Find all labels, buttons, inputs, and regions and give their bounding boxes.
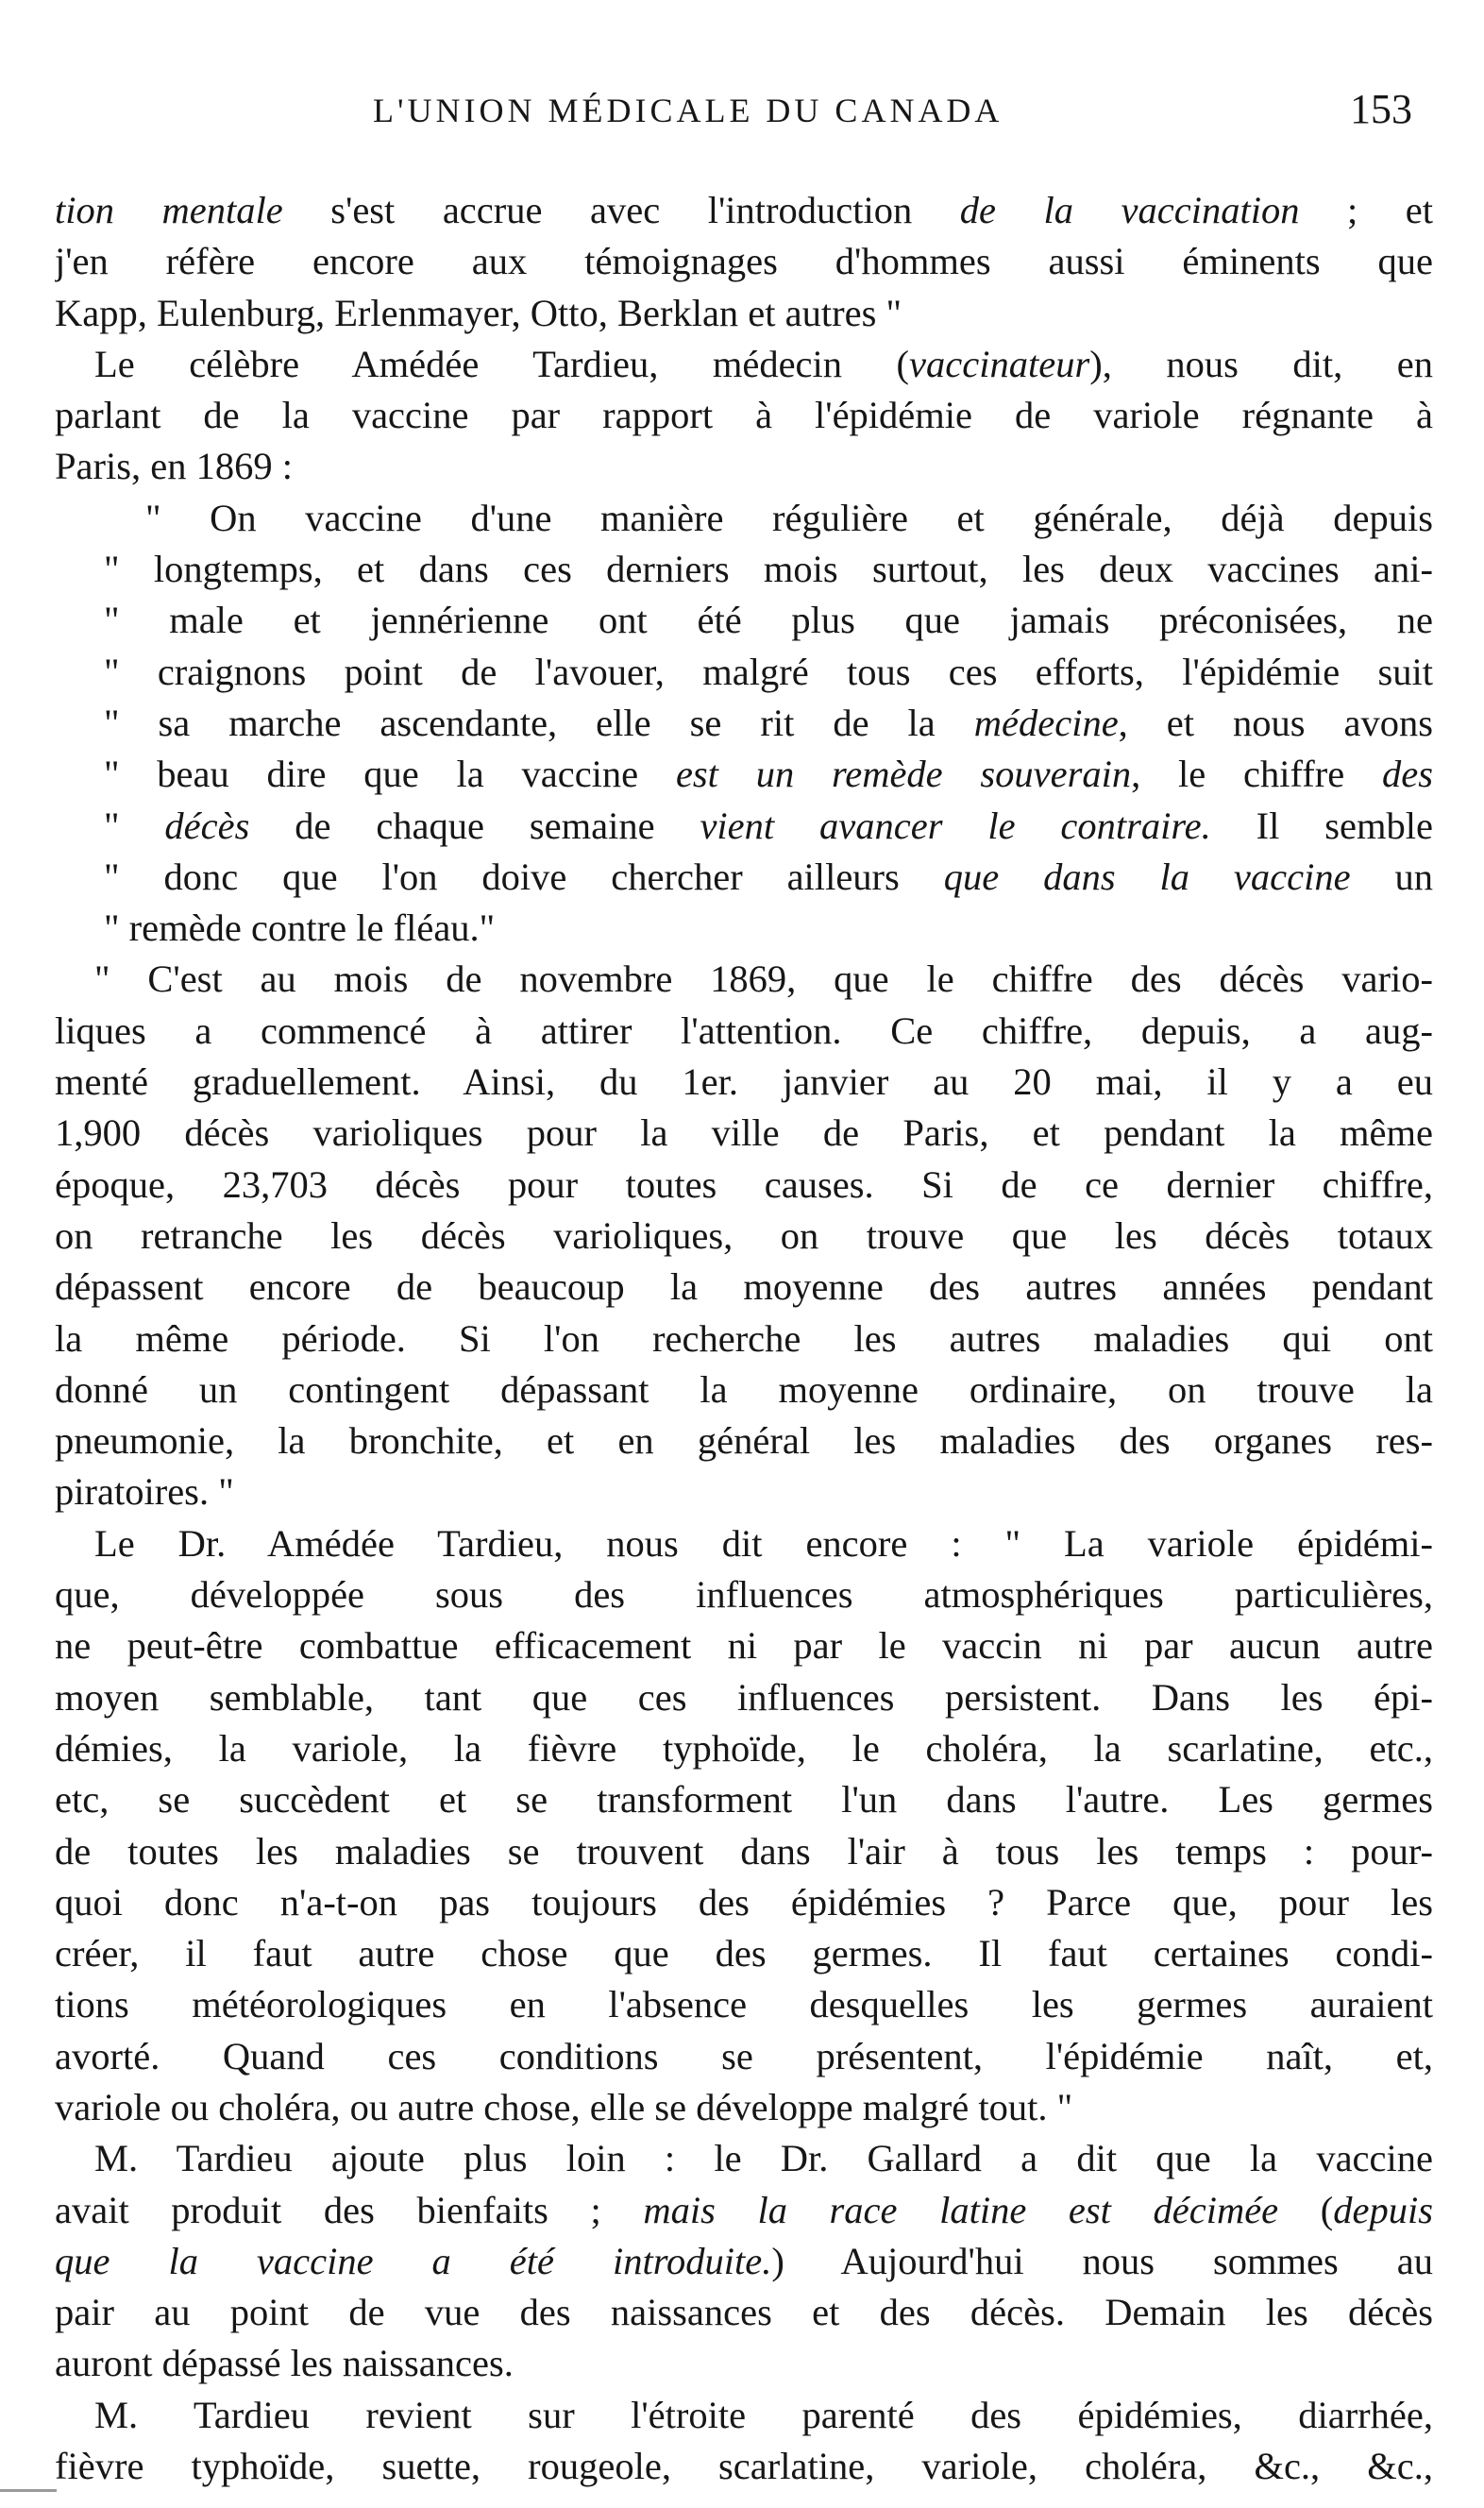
text-line: ne peut-être combattue efficacement ni par le vaccin ni par aucun autre: [55, 1624, 1433, 1668]
text-line: menté graduellement. Ainsi, du 1er. janvier au 20 mai, il y a eu: [55, 1060, 1433, 1104]
text-line: parlant de la vaccine par rapport à l'épidémie de variole régnante à: [55, 394, 1433, 437]
text-line: tions météorologiques en l'absence desquelles les germes auraient: [55, 1983, 1433, 2026]
text-line: " beau dire que la vaccine est un remède souverain, le chiffre des: [104, 753, 1433, 796]
text-line: liques a commencé à attirer l'attention. Ce chiffre, depuis, a aug-: [55, 1008, 1433, 1052]
text-line: pair au point de vue des naissances et des décès. Demain les décès: [55, 2291, 1433, 2334]
text-line: créer, il faut autre chose que des germes. Il faut certaines condi-: [55, 1932, 1433, 1975]
text-line: Paris, en 1869 :: [55, 445, 293, 488]
text-line: variole ou choléra, ou autre chose, elle se développe malgré tout. ": [55, 2085, 1073, 2128]
text-line: " longtemps, et dans ces derniers mois surtout, les deux vaccines ani-: [104, 548, 1433, 591]
text-line: Le célèbre Amédée Tardieu, médecin (vaccinateur), nous dit, en: [94, 342, 1433, 385]
text-line: " remède contre le fléau.": [104, 907, 496, 950]
text-line: démies, la variole, la fièvre typhoïde, le choléra, la scarlatine, etc.,: [55, 1726, 1433, 1770]
text-line: quoi donc n'a-t-on pas toujours des épidémies ? Parce que, pour les: [55, 1880, 1433, 1923]
text-line: fièvre typhoïde, suette, rougeole, scarlatine, variole, choléra, &c., &c.,: [55, 2445, 1433, 2488]
running-header: [0, 86, 1484, 147]
text-line: " male et jennérienne ont été plus que jamais préconisées, ne: [104, 599, 1433, 642]
page-bottom-mark: [0, 2489, 57, 2492]
text-line: " craignons point de l'avouer, malgré tous ces efforts, l'épidémie suit: [104, 650, 1433, 693]
text-line: " donc que l'on doive chercher ailleurs que dans la vaccine un: [104, 855, 1433, 898]
text-line: avorté. Quand ces conditions se présentent, l'épidémie naît, et,: [55, 2034, 1433, 2077]
text-line: " On vaccine d'une manière régulière et générale, déjà depuis: [145, 496, 1433, 539]
page-number: 153: [1350, 86, 1412, 132]
text-line: on retranche les décès varioliques, on trouve que les décès totaux: [55, 1213, 1433, 1257]
running-title: L'UNION MÉDICALE DU CANADA: [373, 92, 1003, 129]
text-line: la même période. Si l'on recherche les autres maladies qui ont: [55, 1316, 1433, 1360]
text-line: auront dépassé les naissances.: [55, 2342, 514, 2385]
text-line: " C'est au mois de novembre 1869, que le chiffre des décès vario-: [94, 957, 1433, 1001]
text-line: M. Tardieu revient sur l'étroite parenté des épidémies, diarrhée,: [94, 2393, 1433, 2436]
text-line: pneumonie, la bronchite, et en général les maladies des organes res-: [55, 1419, 1433, 1463]
text-line: époque, 23,703 décès pour toutes causes. Si de ce dernier chiffre,: [55, 1162, 1433, 1206]
body-text: [55, 185, 1433, 2492]
text-line: de toutes les maladies se trouvent dans l'air à tous les temps : pour-: [55, 1829, 1433, 1873]
text-line: que la vaccine a été introduite.) Aujourd'hui nous sommes au: [55, 2239, 1433, 2282]
text-line: tion mentale s'est accrue avec l'introduction de la vaccination ; et: [55, 189, 1433, 231]
text-line: piratoires. ": [55, 1470, 234, 1514]
text-line: donné un contingent dépassant la moyenne ordinaire, on trouve la: [55, 1367, 1433, 1411]
text-line: Kapp, Eulenburg, Erlenmayer, Otto, Berklan et autres ": [55, 291, 902, 334]
text-line: moyen semblable, tant que ces influences persistent. Dans les épi-: [55, 1675, 1433, 1719]
text-line: M. Tardieu ajoute plus loin : le Dr. Gallard a dit que la vaccine: [94, 2137, 1433, 2180]
text-line: " décès de chaque semaine vient avancer le contraire. Il semble: [104, 804, 1433, 847]
text-line: que, développée sous des influences atmosphériques particulières,: [55, 1573, 1433, 1617]
text-line: Le Dr. Amédée Tardieu, nous dit encore : " La variole épidémi-: [94, 1521, 1433, 1565]
text-line: " sa marche ascendante, elle se rit de la médecine, et nous avons: [104, 701, 1433, 744]
text-line: dépassent encore de beaucoup la moyenne des autres années pendant: [55, 1265, 1433, 1309]
text-line: j'en réfère encore aux témoignages d'hommes aussi éminents que: [55, 240, 1433, 283]
text-line: etc, se succèdent et se transforment l'un dans l'autre. Les germes: [55, 1778, 1433, 1822]
text-line: avait produit des bienfaits ; mais la race latine est décimée (depuis: [55, 2188, 1433, 2231]
text-line: 1,900 décès varioliques pour la ville de Paris, et pendant la même: [55, 1111, 1433, 1155]
